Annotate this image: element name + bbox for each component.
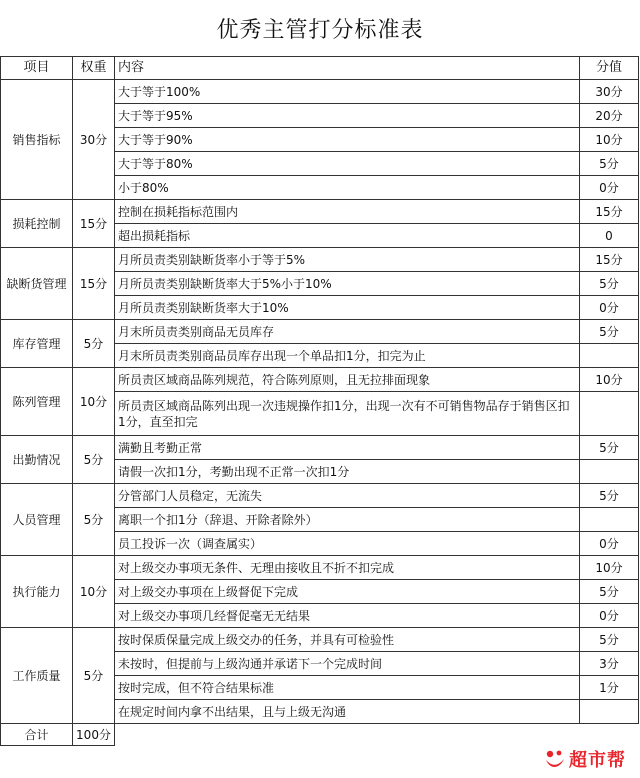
header-content: 内容 xyxy=(115,57,580,80)
criterion-text: 月所员责类别缺断货率大于5%小于10% xyxy=(115,272,580,296)
criterion-text: 大于等于95% xyxy=(115,104,580,128)
criterion-score xyxy=(580,460,639,484)
criterion-text: 大于等于80% xyxy=(115,152,580,176)
score-table xyxy=(0,56,639,746)
category-weight: 30分 xyxy=(73,80,115,200)
criterion-text: 满勤且考勤正常 xyxy=(115,436,580,460)
table-row xyxy=(1,484,639,508)
criterion-score: 10分 xyxy=(580,128,639,152)
header-row xyxy=(1,57,639,80)
criterion-text: 按时保质保量完成上级交办的任务，并具有可检验性 xyxy=(115,628,580,652)
criterion-score: 5分 xyxy=(580,272,639,296)
table-row xyxy=(1,368,639,392)
table-row xyxy=(1,436,639,460)
criterion-text: 在规定时间内拿不出结果，且与上级无沟通 xyxy=(115,700,580,724)
category-name: 工作质量 xyxy=(1,628,73,724)
criterion-score xyxy=(580,508,639,532)
criterion-score: 15分 xyxy=(580,200,639,224)
header-item: 项目 xyxy=(1,57,73,80)
criterion-text: 小于80% xyxy=(115,176,580,200)
criterion-score: 0分 xyxy=(580,176,639,200)
criterion-text: 月所员责类别缺断货率小于等于5% xyxy=(115,248,580,272)
criterion-score: 5分 xyxy=(580,580,639,604)
table-row xyxy=(1,628,639,652)
criterion-text: 月末所员责类别商品员库存出现一个单品扣1分，扣完为止 xyxy=(115,344,580,368)
total-value: 100分 xyxy=(73,724,115,746)
criterion-text: 超出损耗指标 xyxy=(115,224,580,248)
category-name: 出勤情况 xyxy=(1,436,73,484)
category-name: 损耗控制 xyxy=(1,200,73,248)
criterion-text: 控制在损耗指标范围内 xyxy=(115,200,580,224)
criterion-text: 对上级交办事项在上级督促下完成 xyxy=(115,580,580,604)
table-row xyxy=(1,320,639,344)
criterion-score: 10分 xyxy=(580,368,639,392)
category-name: 缺断货管理 xyxy=(1,248,73,320)
total-label: 合计 xyxy=(1,724,73,746)
table-row xyxy=(1,80,639,104)
criterion-text: 对上级交办事项几经督促毫无无结果 xyxy=(115,604,580,628)
category-name: 人员管理 xyxy=(1,484,73,556)
criterion-text: 分管部门人员稳定，无流失 xyxy=(115,484,580,508)
criterion-text: 对上级交办事项无条件、无理由接收且不折不扣完成 xyxy=(115,556,580,580)
total-row xyxy=(1,724,639,746)
category-weight: 15分 xyxy=(73,200,115,248)
criterion-text: 月末所员责类别商品无员库存 xyxy=(115,320,580,344)
category-weight: 5分 xyxy=(73,320,115,368)
criterion-score xyxy=(580,392,639,436)
table-row xyxy=(1,248,639,272)
criterion-score xyxy=(580,344,639,368)
criterion-text: 月所员责类别缺断货率大于10% xyxy=(115,296,580,320)
brand-watermark xyxy=(544,746,626,772)
brand-logo-icon xyxy=(544,748,566,770)
criterion-score: 30分 xyxy=(580,80,639,104)
category-weight: 5分 xyxy=(73,628,115,724)
criterion-score: 0分 xyxy=(580,532,639,556)
criterion-score: 1分 xyxy=(580,676,639,700)
criterion-text: 请假一次扣1分，考勤出现不正常一次扣1分 xyxy=(115,460,580,484)
category-weight: 15分 xyxy=(73,248,115,320)
category-name: 陈列管理 xyxy=(1,368,73,436)
criterion-score: 5分 xyxy=(580,320,639,344)
category-weight: 5分 xyxy=(73,436,115,484)
criterion-score: 0 xyxy=(580,224,639,248)
criterion-score: 15分 xyxy=(580,248,639,272)
header-score: 分值 xyxy=(580,57,639,80)
category-name: 库存管理 xyxy=(1,320,73,368)
criterion-score xyxy=(580,700,639,724)
table-row xyxy=(1,556,639,580)
criterion-text: 所员责区域商品陈列规范，符合陈列原则，且无拉排面现象 xyxy=(115,368,580,392)
criterion-score: 3分 xyxy=(580,652,639,676)
criterion-text: 员工投诉一次（调查属实） xyxy=(115,532,580,556)
criterion-text: 大于等于90% xyxy=(115,128,580,152)
criterion-score: 20分 xyxy=(580,104,639,128)
category-name: 执行能力 xyxy=(1,556,73,628)
criterion-text: 所员责区域商品陈列出现一次违规操作扣1分，出现一次有不可销售物品存于销售区扣1分，直至扣完 xyxy=(115,392,580,436)
criterion-score: 5分 xyxy=(580,436,639,460)
table-row xyxy=(1,200,639,224)
criterion-score: 10分 xyxy=(580,556,639,580)
criterion-text: 大于等于100% xyxy=(115,80,580,104)
criterion-score: 5分 xyxy=(580,484,639,508)
page-title: 优秀主管打分标准表 xyxy=(216,17,424,43)
criterion-text: 离职一个扣1分（辞退、开除者除外） xyxy=(115,508,580,532)
criterion-score: 0分 xyxy=(580,296,639,320)
table-body xyxy=(1,80,639,746)
criterion-text: 按时完成，但不符合结果标准 xyxy=(115,676,580,700)
criterion-score: 5分 xyxy=(580,628,639,652)
criterion-score: 5分 xyxy=(580,152,639,176)
criterion-score: 0分 xyxy=(580,604,639,628)
category-weight: 10分 xyxy=(73,368,115,436)
category-name: 销售指标 xyxy=(1,80,73,200)
category-weight: 5分 xyxy=(73,484,115,556)
criterion-text: 未按时，但提前与上级沟通并承诺下一个完成时间 xyxy=(115,652,580,676)
brand-name: 超市帮 xyxy=(569,750,626,771)
header-weight: 权重 xyxy=(73,57,115,80)
category-weight: 10分 xyxy=(73,556,115,628)
